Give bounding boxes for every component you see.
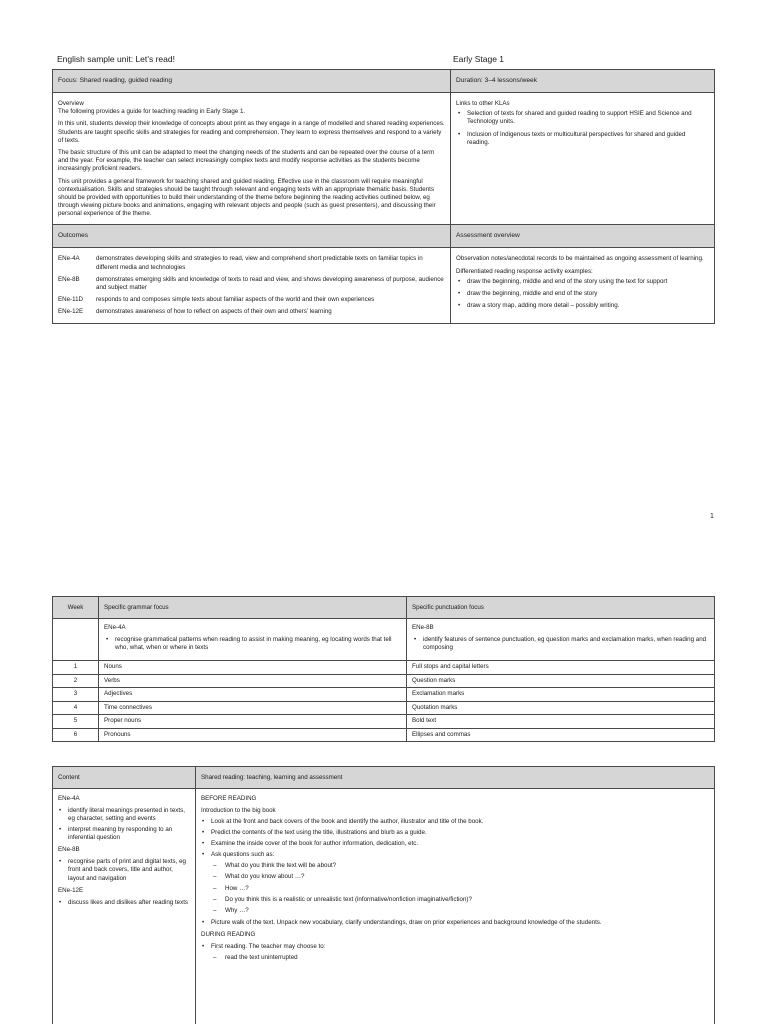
assessment-header: Assessment overview — [451, 225, 715, 248]
assessment-example: • draw a story map, adding more detail – possibly writing. — [456, 302, 709, 310]
week-grammar: Adjectives — [99, 688, 407, 702]
week-row — [53, 728, 715, 742]
outcome-code: ENe-4A — [58, 255, 80, 263]
outcome-text: demonstrates developing skills and strategies to read, view and comprehend short predictable texts on familiar topics in different media and technologies — [96, 255, 423, 271]
picture-walk-list — [201, 919, 709, 927]
assessment-examples-list — [456, 278, 709, 311]
unit-title: English sample unit: Let’s read! — [57, 54, 175, 64]
week-grammar: Nouns — [99, 661, 407, 675]
assessment-intro: Observation notes/anecdotal records to be maintained as ongoing assessment of learning. — [456, 255, 704, 263]
assessment-cell — [451, 248, 715, 323]
week-row — [53, 661, 715, 675]
week-punctuation: Exclamation marks — [407, 688, 715, 702]
before-reading-item: • Look at the front and back covers of the book and identify the author, illustrator and title of the book. — [201, 818, 709, 826]
shared-body-row — [53, 789, 715, 1024]
outcome-code: ENe-11D — [58, 296, 83, 304]
question-item: – What do you know about …? — [201, 873, 709, 881]
week-header: Week — [53, 597, 99, 619]
grammar-punctuation-table — [52, 596, 715, 742]
question-item: – Why …? — [201, 907, 709, 915]
duration-header: Duration: 3–4 lessons/week — [451, 70, 715, 93]
week-grammar: Pronouns — [99, 728, 407, 742]
links-title: Links to other KLAs — [456, 100, 510, 107]
overview-title: Overview — [58, 100, 84, 107]
grammar-intro-cell — [99, 619, 407, 661]
content-code: ENe-8B — [58, 846, 80, 854]
before-reading-heading: BEFORE READING — [201, 795, 257, 802]
week-number: 2 — [53, 674, 99, 688]
outcomes-header: Outcomes — [53, 225, 451, 248]
outcome-code: ENe-12E — [58, 308, 84, 316]
before-reading-item: • Ask questions such as: — [201, 851, 709, 859]
content-code: ENe-4A — [58, 795, 80, 802]
outcome-item — [58, 308, 445, 316]
outcomes-row — [53, 248, 715, 323]
overview-row — [53, 93, 715, 225]
content-list — [58, 858, 190, 882]
overview-paragraph: In this unit, students develop their knowledge of concepts about print as they engage in a range of modelled and shared reading experiences. Students are taught specific skills and strategies for reading and comprehension. They learn to express themselves and respond to a variety of texts. — [58, 120, 445, 144]
shared-reading-cell — [196, 789, 715, 1024]
first-reading-option: – read the text uninterrupted — [201, 954, 709, 962]
week-number: 4 — [53, 701, 99, 715]
overview-paragraph: This unit provides a general framework for teaching shared and guided reading. Effective use in the classroom will require meaningful contextualisation. Skills and strategies should be taught through relevant and engaging texts with an appropriate thematic basis. Students should be provided with opportunities to build their understanding of the theme before beginning the reading activities outlined below, eg through viewing picture books and animations, engaging with relevant objects and people (such as guest presenters), and discussing their personal experience of the theme. — [58, 177, 436, 218]
punctuation-point: • identify features of sentence punctuation, eg question marks and exclamation marks, when reading and composing — [412, 636, 709, 652]
shared-reading-table — [52, 766, 715, 1024]
outcomes-cell — [53, 248, 451, 323]
overview-paragraph: The basic structure of this unit can be adapted to meet the changing needs of the students and can be repeated over the course of a term and the year. For example, the teacher can select increasingly complex texts and modify response activities as the students become increasingly proficient readers. — [58, 148, 435, 173]
week-row — [53, 674, 715, 688]
week-number: 5 — [53, 715, 99, 729]
week-punctuation: Quotation marks — [407, 701, 715, 715]
during-reading-item: • First reading. The teacher may choose to: — [201, 943, 709, 951]
punctuation-header: Specific punctuation focus — [407, 597, 715, 619]
content-list — [58, 807, 190, 842]
shared-reading-header: Shared reading: teaching, learning and assessment — [196, 767, 715, 789]
punctuation-code: ENe-8B — [412, 624, 434, 631]
assessment-examples-title: Differentiated reading response activity examples: — [456, 267, 593, 275]
week-punctuation: Full stops and capital letters — [407, 661, 715, 675]
links-item: • Inclusion of Indigenous texts or multicultural perspectives for shared and guided reading. — [456, 131, 709, 147]
outcome-item — [58, 255, 445, 271]
question-item: – Do you think this is a realistic or unrealistic text (informative/nonfiction imaginative/fiction)? — [201, 896, 709, 904]
before-reading-list — [201, 818, 709, 859]
overview-table — [52, 69, 715, 324]
week-grammar: Time connectives — [99, 701, 407, 715]
week-number: 1 — [53, 661, 99, 675]
links-list — [456, 110, 709, 147]
first-reading-options — [201, 954, 709, 962]
outcome-item — [58, 296, 445, 304]
grammar-list — [104, 636, 401, 652]
grammar-header-row — [53, 597, 715, 619]
during-reading-heading: DURING READING — [201, 930, 256, 938]
question-item: – What do you think the text will be about? — [201, 862, 709, 870]
intro-big-book: Introduction to the big book — [201, 807, 276, 815]
overview-cell — [53, 93, 451, 225]
shared-header-row — [53, 767, 715, 789]
punctuation-list — [412, 636, 709, 652]
content-header: Content — [53, 767, 196, 789]
overview-paragraph: The following provides a guide for teaching reading in Early Stage 1. — [58, 108, 246, 116]
punctuation-intro-cell — [407, 619, 715, 661]
before-reading-item: • Examine the inside cover of the book for author information, dedication, etc. — [201, 840, 709, 848]
picture-walk-item: • Picture walk of the text. Unpack new vocabulary, clarify understandings, draw on prior experiences and background knowledge of the students. — [201, 919, 709, 927]
stage-label: Early Stage 1 — [453, 54, 505, 64]
week-punctuation: Ellipses and commas — [407, 728, 715, 742]
week-grammar: Proper nouns — [99, 715, 407, 729]
grammar-intro-row — [53, 619, 715, 661]
before-reading-item: • Predict the contents of the text using the title, illustrations and blurb as a guide. — [201, 829, 709, 837]
page-number: 1 — [710, 513, 714, 520]
empty-cell — [53, 619, 99, 661]
outcome-text: demonstrates awareness of how to reflect on aspects of their own and others’ learning — [96, 308, 332, 316]
content-code: ENe-12E — [58, 886, 84, 894]
question-item: – How …? — [201, 885, 709, 893]
content-point: • interpret meaning by responding to an inferential question — [58, 826, 190, 842]
week-number: 3 — [53, 688, 99, 702]
outcome-text: responds to and composes simple texts about familiar aspects of the world and their own experiences — [96, 296, 375, 304]
week-row — [53, 688, 715, 702]
outcome-item — [58, 276, 445, 292]
links-cell — [451, 93, 715, 225]
grammar-header: Specific grammar focus — [99, 597, 407, 619]
week-grammar: Verbs — [99, 674, 407, 688]
week-punctuation: Bold text — [407, 715, 715, 729]
questions-list — [201, 862, 709, 914]
outcome-text: demonstrates emerging skills and knowledge of texts to read and view, and shows developing awareness of purpose, audience and subject matter — [96, 275, 444, 291]
content-point: • recognise parts of print and digital texts, eg front and back covers, title and author, layout and navigation — [58, 858, 190, 882]
outcomes-header-row — [53, 225, 715, 248]
week-punctuation: Question marks — [407, 674, 715, 688]
content-point: • identify literal meanings presented in texts, eg character, setting and events — [58, 807, 190, 823]
content-list — [58, 899, 190, 907]
week-row — [53, 715, 715, 729]
week-row — [53, 701, 715, 715]
assessment-example: • draw the beginning, middle and end of the story — [456, 290, 709, 298]
focus-header: Focus: Shared reading, guided reading — [53, 70, 451, 93]
assessment-example: • draw the beginning, middle and end of the story using the text for support — [456, 278, 709, 286]
outcome-code: ENe-8B — [58, 275, 80, 283]
grammar-point: • recognise grammatical patterns when reading to assist in making meaning, eg locating words that tell who, what, when or where in texts — [104, 636, 401, 652]
content-point: • discuss likes and dislikes after reading texts — [58, 899, 190, 907]
content-cell — [53, 789, 196, 1024]
overview-header-row — [53, 70, 715, 93]
week-number: 6 — [53, 728, 99, 742]
grammar-code: ENe-4A — [104, 624, 126, 631]
during-reading-list — [201, 943, 709, 951]
links-item: • Selection of texts for shared and guided reading to support HSIE and Science and Technology units. — [456, 110, 709, 126]
